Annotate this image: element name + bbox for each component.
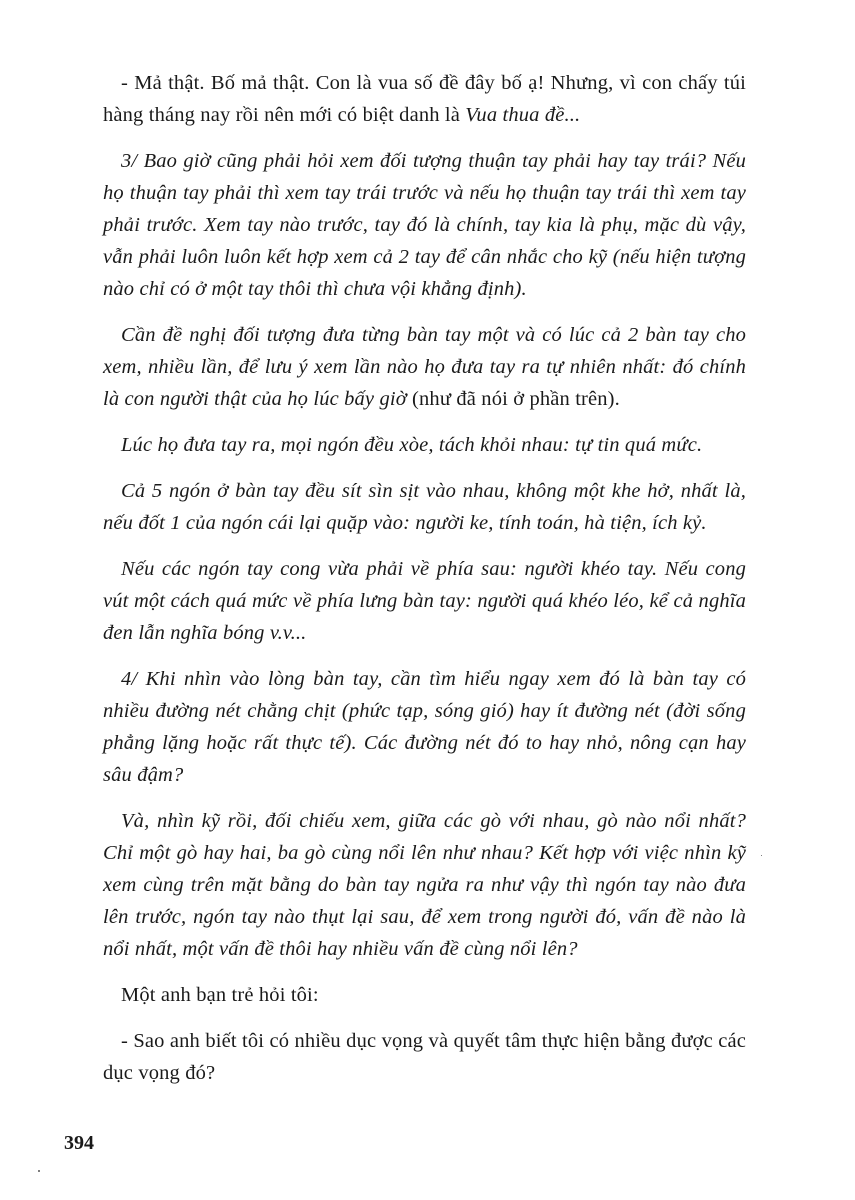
paragraph-fingers-tight: Cả 5 ngón ở bàn tay đều sít sìn sịt vào nhau, không một khe hở, nhất là, nếu đốt 1 của ngón cái lại quặp vào: người ke, tính toán, hà tiện, ích kỷ. (103, 480, 746, 534)
paragraph-dialogue-vua-so-de (103, 67, 746, 131)
page-number: 394 (64, 1132, 94, 1154)
paragraph-text-italic: Vua thua đề... (465, 104, 581, 126)
paragraph-question: - Sao anh biết tôi có nhiều dục vọng và quyết tâm thực hiện bằng được các dục vọng đó? (103, 1030, 746, 1084)
paragraph-fingers-curved: Nếu các ngón tay cong vừa phải về phía sau: người khéo tay. Nếu cong vút một cách quá mức về phía lưng bàn tay: người quá khéo léo, kể cả nghĩa đen lẫn nghĩa bóng v.v... (103, 558, 746, 644)
paragraph-text: - Mả thật. Bố mả thật. Con là vua số đề đây bố ạ! Nhưng, vì con chấy túi hàng tháng nay rồi nên mới có biệt danh là (103, 72, 746, 126)
paragraph-rule-3: 3/ Bao giờ cũng phải hỏi xem đối tượng thuận tay phải hay tay trái? Nếu họ thuận tay phải thì xem tay trái trước và nếu họ thuận tay trái thì xem tay phải trước. Xem tay nào trước, tay đó là chính, tay kia là phụ, mặc dù vậy, vẫn phải luôn luôn kết hợp xem cả 2 tay để cân nhắc cho kỹ (nếu hiện tượng nào chỉ có ở một tay thôi thì chưa vội khẳng định). (103, 150, 746, 300)
scan-speck (761, 855, 762, 856)
paragraph-young-friend: Một anh bạn trẻ hỏi tôi: (121, 984, 319, 1006)
paragraph-text-italic: Cần đề nghị đối tượng đưa từng bàn tay một và có lúc cả 2 bàn tay cho xem, nhiều lần, để lưu ý xem lần nào họ đưa tay ra tự nhiên nhất: đó chính là con người thật của họ lúc bấy giờ (103, 324, 746, 410)
paragraph-show-hands (103, 319, 746, 415)
paragraph-fingers-spread: Lúc họ đưa tay ra, mọi ngón đều xòe, tách khỏi nhau: tự tin quá mức. (121, 434, 703, 456)
paragraph-text: (như đã nói ở phần trên). (406, 388, 620, 410)
scan-speck (38, 1170, 40, 1172)
paragraph-rule-4: 4/ Khi nhìn vào lòng bàn tay, cần tìm hiểu ngay xem đó là bàn tay có nhiều đường nét chằng chịt (phức tạp, sóng gió) hay ít đường nét (đời sống phẳng lặng hoặc rất thực tế). Các đường nét đó to hay nhỏ, nông cạn hay sâu đậm? (103, 668, 746, 786)
paragraph-mounts: Và, nhìn kỹ rồi, đối chiếu xem, giữa các gò với nhau, gò nào nổi nhất? Chỉ một gò hay hai, ba gò cùng nổi lên như nhau? Kết hợp với việc nhìn kỹ xem cùng trên mặt bằng do bàn tay ngửa ra như vậy thì ngón tay nào đưa lên trước, ngón tay nào thụt lại sau, để xem trong người đó, vấn đề nào là nổi nhất, một vấn đề thôi hay nhiều vấn đề cùng nổi lên? (103, 810, 746, 960)
page-text (103, 67, 746, 1103)
